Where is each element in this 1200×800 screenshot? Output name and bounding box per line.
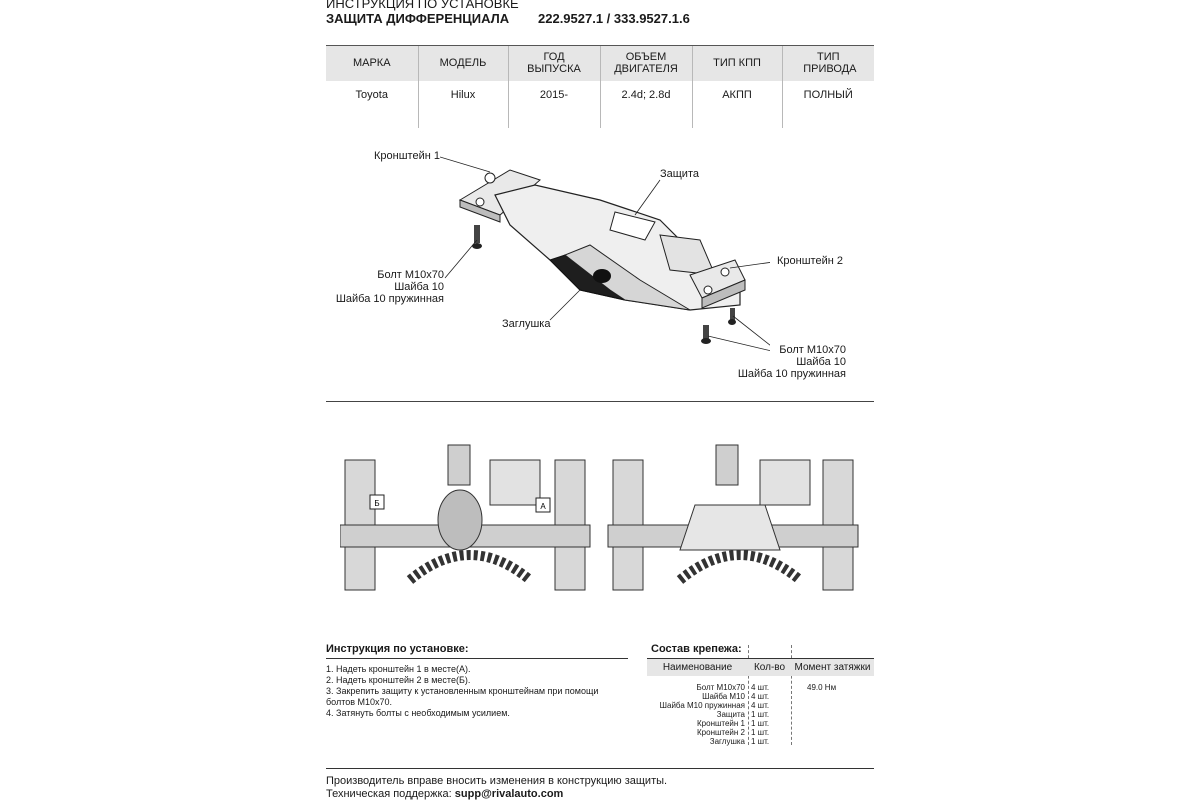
spec-header-year-text: ГОД ВЫПУСКА — [527, 51, 581, 76]
fasteners-header-row — [647, 659, 874, 676]
fastener-qty: 1 шт. — [751, 718, 770, 728]
fasteners-title: Состав крепежа: — [651, 643, 742, 655]
left-bolt-stack — [472, 225, 482, 249]
fastener-torque — [791, 728, 874, 737]
fastener-row — [647, 728, 874, 737]
spec-value-year: 2015- — [508, 81, 600, 128]
fastener-row — [647, 710, 874, 719]
fastener-qty: 1 шт. — [751, 709, 770, 719]
instruction-step: 3. Закрепить защиту к установленным кронштейнам при помощи — [326, 686, 599, 696]
fastener-name: Заглушка — [709, 736, 745, 746]
document-title-line1: ИНСТРУКЦИЯ ПО УСТАНОВКЕ — [326, 0, 519, 11]
callout-right-washer: Шайба 10 — [796, 356, 846, 368]
photo-before — [340, 440, 590, 605]
section-divider — [326, 401, 874, 402]
instruction-step: 1. Надеть кронштейн 1 в месте(А). — [326, 664, 471, 674]
fastener-torque — [791, 737, 874, 746]
photo-label-b: Б — [374, 499, 380, 508]
spec-header-drive-text: ТИП ПРИВОДА — [803, 51, 857, 76]
callout-left-bolt: Болт М10х70 — [377, 269, 444, 281]
fastener-name: Шайба М10 — [702, 691, 745, 701]
instructions-divider — [326, 658, 628, 659]
fastener-name: Защита — [716, 709, 745, 719]
footer-notice: Производитель вправе вносить изменения в конструкцию защиты. — [326, 775, 668, 787]
fastener-qty: 1 шт. — [751, 736, 770, 746]
fastener-qty: 1 шт. — [751, 727, 770, 737]
spec-header-row — [326, 46, 874, 81]
spec-header-year — [508, 46, 600, 81]
callout-left-washer: Шайба 10 — [394, 281, 444, 293]
spec-header-engine-text: ОБЪЕМ ДВИГАТЕЛЯ — [614, 51, 678, 76]
fasteners-header-torque: Момент затяжки — [791, 659, 874, 676]
fasteners-header-name: Наименование — [647, 659, 748, 676]
fastener-row — [647, 737, 874, 746]
spec-value-make: Toyota — [355, 88, 388, 101]
right-bolt-stack-1 — [701, 325, 711, 344]
fastener-row — [647, 692, 874, 701]
callout-guard: Защита — [660, 168, 699, 180]
fastener-name: Кронштейн 1 — [697, 718, 745, 728]
footer-support — [326, 788, 563, 800]
right-bolt-stack-2 — [728, 308, 736, 325]
spec-value-model: Hilux — [418, 81, 508, 128]
callout-right-fasteners — [730, 344, 846, 380]
callout-bracket1: Кронштейн 1 — [374, 150, 440, 162]
fastener-row — [647, 676, 874, 692]
spec-header-make: МАРКА — [326, 46, 418, 81]
callout-right-bolt: Болт М10х70 — [779, 344, 846, 356]
fastener-name: Болт М10х70 — [696, 682, 745, 692]
guard-exploded-diagram — [440, 140, 770, 360]
spec-header-drive — [782, 46, 874, 81]
fastener-qty: 4 шт. — [751, 700, 770, 710]
installation-photos — [340, 440, 860, 610]
instructions-list — [326, 664, 626, 719]
callout-left-fasteners — [330, 269, 444, 305]
footer-support-email[interactable]: supp@rivalauto.com — [454, 788, 564, 800]
photo-after — [608, 440, 858, 605]
spec-value-gearbox: АКПП — [692, 81, 782, 128]
fastener-torque — [791, 710, 874, 719]
fastener-qty: 4 шт. — [751, 691, 770, 701]
callout-right-spring-washer: Шайба 10 пружинная — [737, 368, 846, 380]
instructions-title: Инструкция по установке: — [326, 643, 469, 655]
fastener-name: Шайба М10 пружинная — [659, 700, 745, 710]
instruction-step: 4. Затянуть болты с необходимым усилием. — [326, 708, 510, 718]
fastener-torque — [791, 701, 874, 710]
footer-divider — [326, 768, 874, 769]
spec-header-gearbox: ТИП КПП — [692, 46, 782, 81]
callout-plug: Заглушка — [502, 318, 551, 330]
fastener-torque: 49.0 Нм — [807, 682, 837, 692]
vehicle-spec-table — [326, 45, 874, 128]
spec-value-engine: 2.4d; 2.8d — [600, 81, 692, 128]
fastener-row — [647, 701, 874, 710]
photo-label-a: А — [540, 502, 546, 511]
fastener-qty: 4 шт. — [751, 682, 770, 692]
fasteners-table — [647, 658, 874, 746]
spec-header-model: МОДЕЛЬ — [418, 46, 508, 81]
instruction-step: 2. Надеть кронштейн 2 в месте(Б). — [326, 675, 471, 685]
fastener-name: Кронштейн 2 — [697, 727, 745, 737]
spec-value-row — [326, 81, 874, 128]
fastener-row — [647, 719, 874, 728]
footer-support-label: Техническая поддержка: — [326, 788, 452, 800]
part-codes: 222.9527.1 / 333.9527.1.6 — [538, 11, 690, 26]
spec-value-drive: ПОЛНЫЙ — [782, 81, 874, 128]
document-title-line2: ЗАЩИТА ДИФФЕРЕНЦИАЛА — [326, 11, 510, 26]
fasteners-header-qty: Кол-во — [748, 659, 791, 676]
fastener-torque — [791, 719, 874, 728]
instruction-step: болтов М10х70. — [326, 697, 393, 707]
spec-header-engine — [600, 46, 692, 81]
callout-left-spring-washer: Шайба 10 пружинная — [335, 293, 444, 305]
callout-bracket2: Кронштейн 2 — [777, 255, 843, 267]
fastener-torque — [791, 692, 874, 701]
